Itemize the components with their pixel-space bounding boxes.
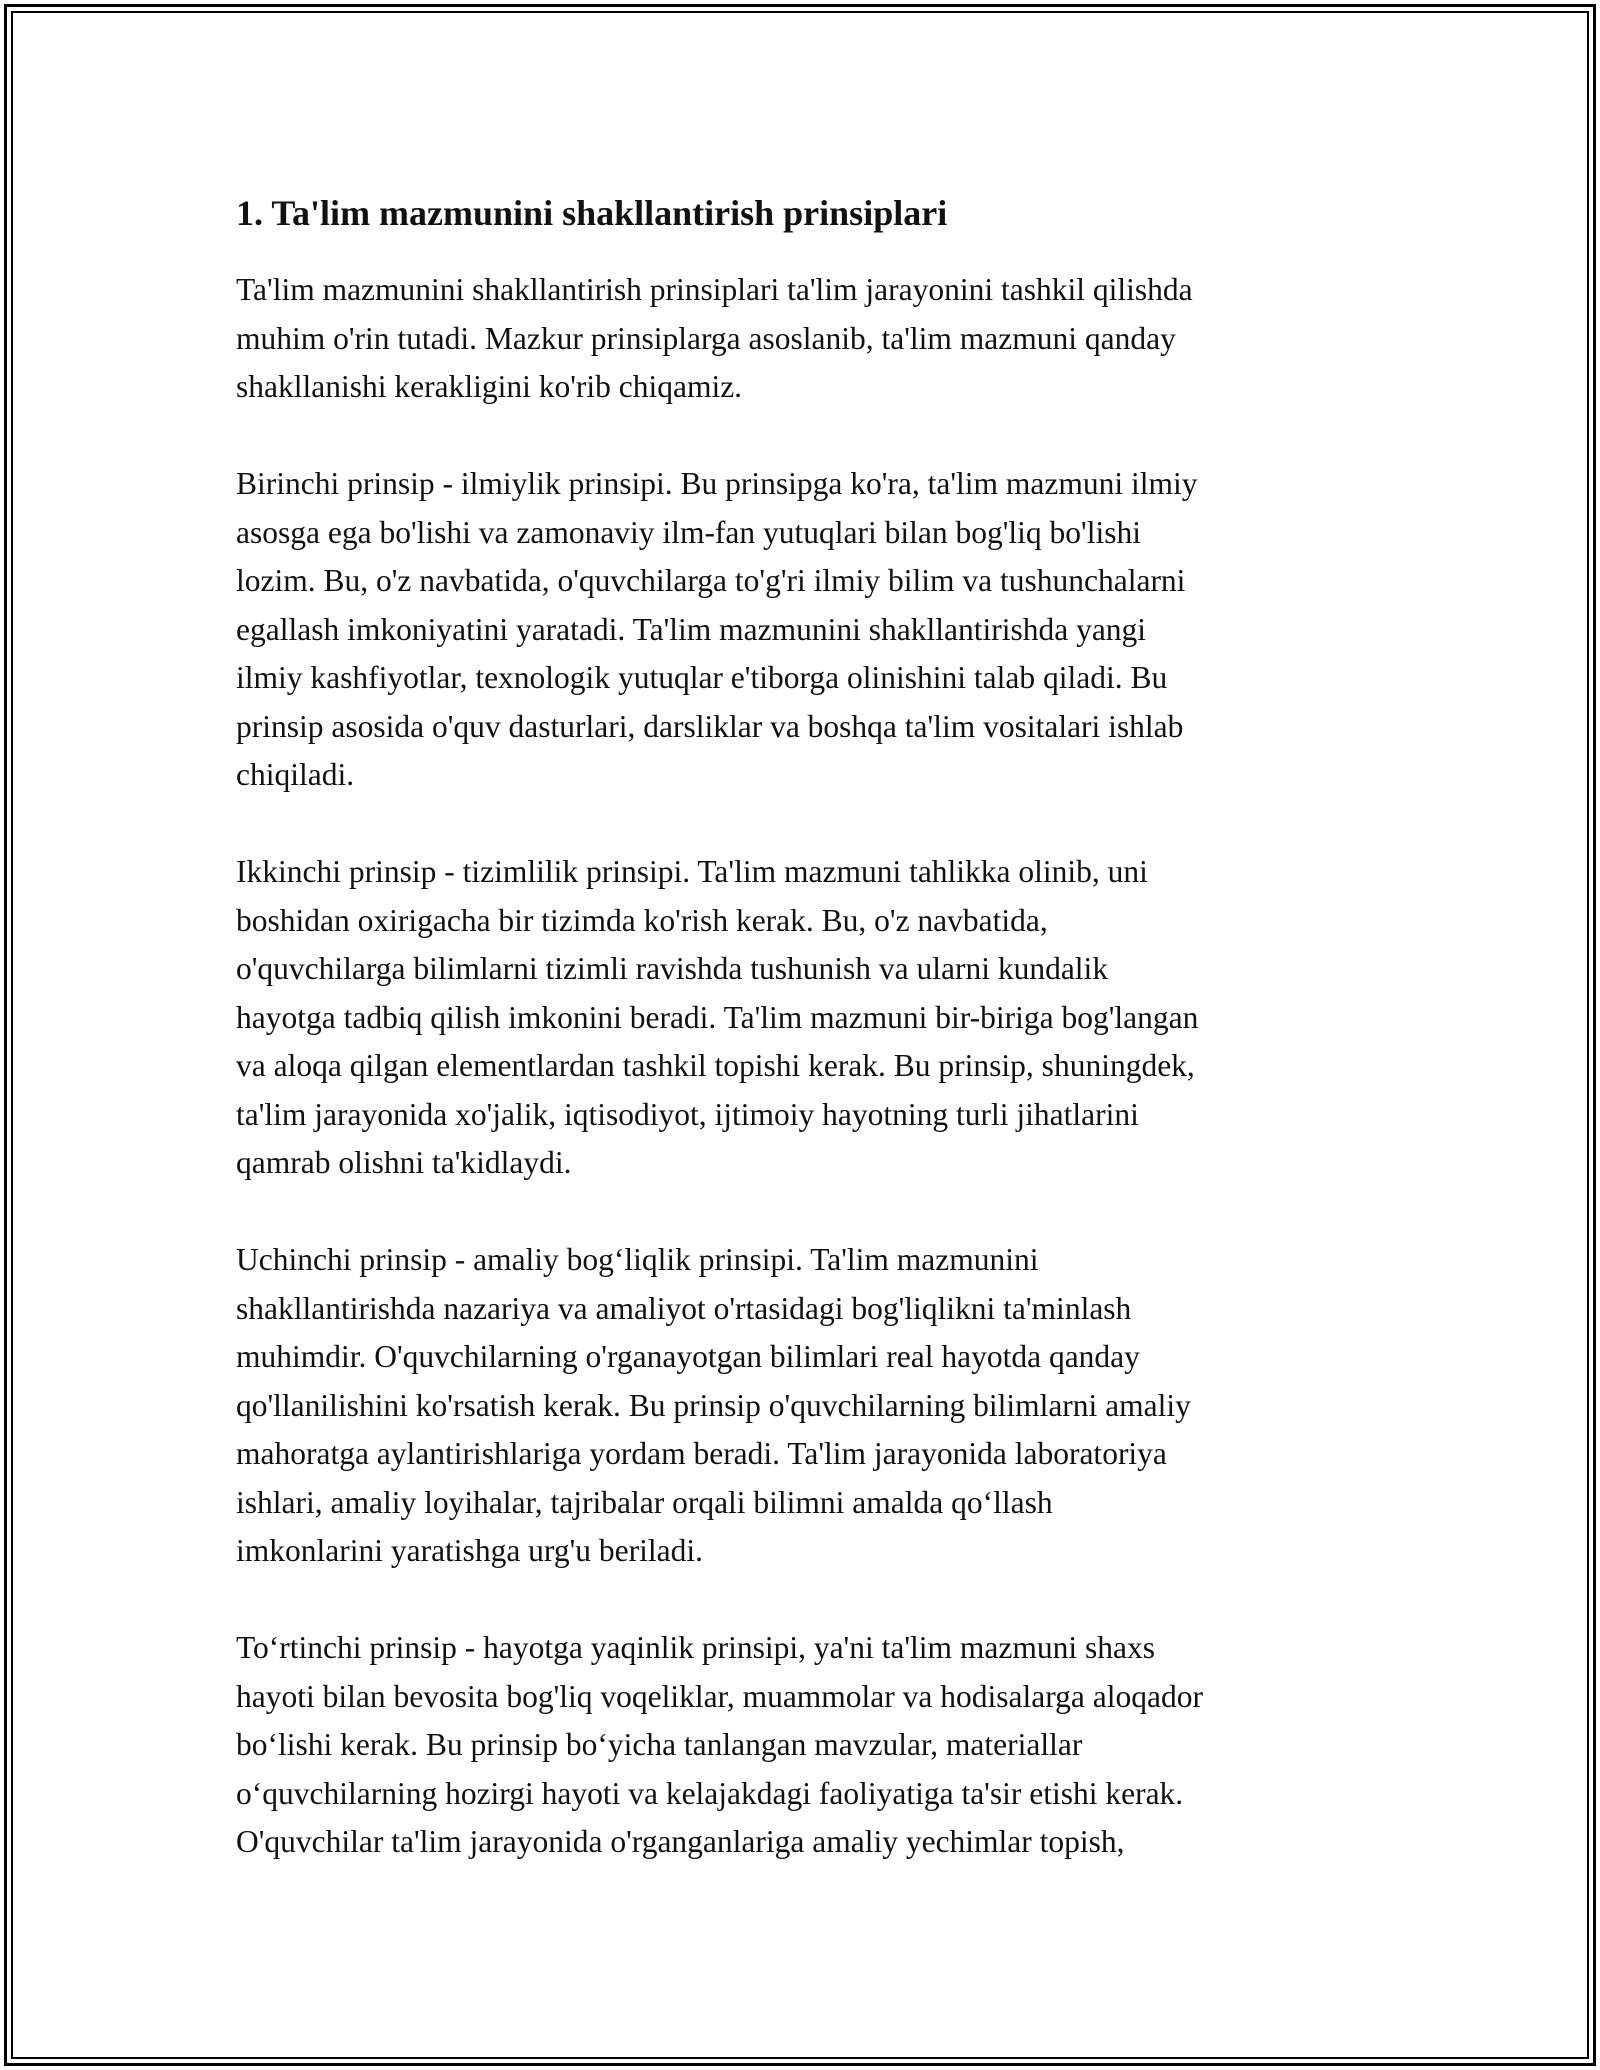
text-line: asosga ega bo'lishi va zamonaviy ilm-fan yutuqlari bilan bog'liq bo'lishi bbox=[236, 514, 1141, 550]
text-line: hayotga tadbiq qilish imkonini beradi. Ta'lim mazmuni bir-biriga bog'langan bbox=[236, 999, 1199, 1035]
paragraph-fourth-principle bbox=[236, 1624, 1376, 1867]
text-line: boshidan oxirigacha bir tizimda ko'rish kerak. Bu, o'z navbatida, bbox=[236, 902, 1048, 938]
text-line: qamrab olishni ta'kidlaydi. bbox=[236, 1145, 572, 1180]
text-line: To‘rtinchi prinsip - hayotga yaqinlik prinsipi, ya'ni ta'lim mazmuni shaxs bbox=[236, 1630, 1155, 1665]
text-line: prinsip asosida o'quv dasturlari, darsliklar va boshqa ta'lim vositalari ishlab bbox=[236, 708, 1184, 744]
text-line: o‘quvchilarning hozirgi hayoti va kelajakdagi faoliyatiga ta'sir etishi kerak. bbox=[236, 1775, 1184, 1811]
text-line: Uchinchi prinsip - amaliy bog‘liqlik prinsipi. Ta'lim mazmunini bbox=[236, 1242, 1039, 1277]
text-line: ta'lim jarayonida xo'jalik, iqtisodiyot, ijtimoiy hayotning turli jihatlarini bbox=[236, 1096, 1139, 1132]
text-line: va aloqa qilgan elementlardan tashkil topishi kerak. Bu prinsip, shuningdek, bbox=[236, 1048, 1195, 1083]
paragraph-intro bbox=[236, 266, 1376, 412]
text-line: hayoti bilan bevosita bog'liq voqeliklar, muammolar va hodisalarga aloqador bbox=[236, 1678, 1203, 1714]
text-line: O'quvchilar ta'lim jarayonida o'rganganlariga amaliy yechimlar topish, bbox=[236, 1824, 1125, 1859]
text-line: muhimdir. O'quvchilarning o'rganayotgan bilimlari real hayotda qanday bbox=[236, 1339, 1140, 1374]
paragraph-second-principle bbox=[236, 848, 1376, 1188]
text-line: shakllanishi kerakligini ko'rib chiqamiz. bbox=[236, 369, 743, 404]
text-line: Birinchi prinsip - ilmiylik prinsipi. Bu prinsipga ko'ra, ta'lim mazmuni ilmiy bbox=[236, 466, 1198, 501]
text-line: Ta'lim mazmunini shakllantirish prinsiplari ta'lim jarayonini tashkil qilishda bbox=[236, 272, 1193, 307]
paragraph-third-principle bbox=[236, 1236, 1376, 1576]
text-line: bo‘lishi kerak. Bu prinsip bo‘yicha tanlangan mavzular, materiallar bbox=[236, 1727, 1083, 1762]
paragraph-first-principle bbox=[236, 460, 1376, 800]
text-line: egallash imkoniyatini yaratadi. Ta'lim mazmunini shakllantirishda yangi bbox=[236, 611, 1147, 647]
text-line: Ikkinchi prinsip - tizimlilik prinsipi. Ta'lim mazmuni tahlikka olinib, uni bbox=[236, 854, 1148, 889]
text-line: o'quvchilarga bilimlarni tizimli ravishda tushunish va ularni kundalik bbox=[236, 951, 1109, 986]
text-line: imkonlarini yaratishga urg'u beriladi. bbox=[236, 1533, 703, 1568]
text-line: chiqiladi. bbox=[236, 757, 355, 792]
text-line: mahoratga aylantirishlariga yordam beradi. Ta'lim jarayonida laboratoriya bbox=[236, 1436, 1167, 1471]
document-content bbox=[236, 188, 1376, 1915]
text-line: muhim o'rin tutadi. Mazkur prinsiplarga asoslanib, ta'lim mazmuni qanday bbox=[236, 320, 1176, 356]
section-title: 1. Ta'lim mazmunini shakllantirish prinsiplari bbox=[236, 193, 948, 233]
text-line: ilmiy kashfiyotlar, texnologik yutuqlar e'tiborga olinishini talab qiladi. Bu bbox=[236, 660, 1168, 695]
text-line: qo'llanilishini ko'rsatish kerak. Bu prinsip o'quvchilarning bilimlarni amaliy bbox=[236, 1387, 1191, 1423]
text-line: shakllantirishda nazariya va amaliyot o'rtasidagi bog'liqlikni ta'minlash bbox=[236, 1290, 1132, 1326]
text-line: ishlari, amaliy loyihalar, tajribalar orqali bilimni amalda qo‘llash bbox=[236, 1484, 1053, 1520]
text-line: lozim. Bu, o'z navbatida, o'quvchilarga to'g'ri ilmiy bilim va tushunchalarni bbox=[236, 563, 1186, 598]
